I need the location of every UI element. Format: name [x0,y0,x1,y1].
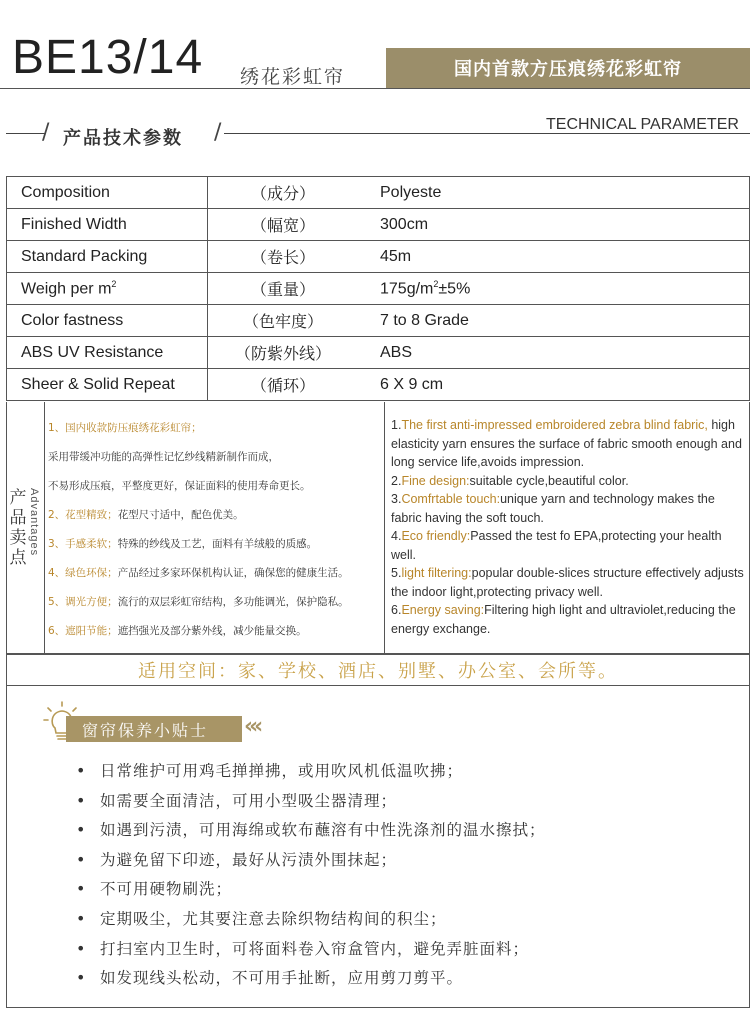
list-item [48,418,384,447]
adv-cn-head: 2、花型精致； [48,509,118,521]
list-item: • 不可用硬物刷洗； [76,874,546,904]
list-item [48,447,384,476]
adv-en-head: light filtering: [401,566,472,580]
param-value: ABS [358,337,750,369]
param-value-text: 175g/m [380,280,434,298]
param-cn: （成分） [208,177,359,209]
list-item [48,534,384,563]
advantages-divider-left [44,402,45,654]
adv-en-body: popular double-slices structure effectively adjusts the indoor light,protecting privacy well. [391,566,744,599]
headline-banner: 国内首款方压痕绣花彩虹帘 [386,48,750,88]
list-item: • 如需要全面清洁，可用小型吸尘器清理； [76,786,546,816]
adv-cn-body: 采用带缓冲功能的高弹性记忆纱线精新制作而成， [48,451,279,463]
adv-en-num: 3. [391,492,402,506]
param-value: 300cm [358,209,750,241]
product-subtitle: 绣花彩虹帘 [240,66,346,88]
list-item [48,505,384,534]
list-item [48,563,384,592]
param-cn: （色牢度） [208,305,359,337]
adv-en-num: 4. [391,529,402,543]
list-item: • 打扫室内卫生时，可将面料卷入帘盒管内，避免弄脏面料； [76,934,546,964]
table-row [7,209,750,241]
adv-en-head: Fine design: [401,473,470,488]
param-cn: （防紫外线） [208,337,359,369]
list-item: • 定期吸尘，尤其要注意去除织物结构间的积尘； [76,904,546,934]
adv-cn-head: 6、遮阳节能； [48,625,118,637]
table-row [7,305,750,337]
list-item [391,564,747,601]
param-value [358,273,750,305]
section-title-en: TECHNICAL PARAMETER [546,116,739,133]
param-value: Polyeste [358,177,750,209]
tips-title: 窗帘保养小贴士 [66,716,242,742]
chevrons-left-icon: ‹‹‹ [244,714,260,739]
table-row [7,241,750,273]
advantages-cn-list [48,418,384,650]
param-value: 7 to 8 Grade [358,305,750,337]
adv-cn-body: 不易形成压痕，平整度更好，保证面料的使用寿命更长。 [48,480,311,492]
param-cn: （循环） [208,369,359,401]
adv-en-body: unique yarn and technology makes the fabric having the soft touch. [391,492,715,525]
param-name-text: Weigh per m [21,280,112,298]
adv-cn-body: 遮挡强光及部分紫外线，减少能量交换。 [117,625,307,637]
list-item [48,621,384,650]
adv-en-body: Passed the test fo EPA,protecting your health well. [391,529,722,562]
adv-en-num: 1. [391,418,402,432]
adv-cn-head: 3、手感柔软； [48,538,118,550]
adv-cn-head: 1、国内收款防压痕绣花彩虹帘； [48,422,202,434]
tips-list [76,756,546,993]
param-name: Sheer & Solid Repeat [7,369,208,401]
adv-en-num: 6. [391,603,402,617]
section-slash-left: / [42,120,50,145]
param-cn: （重量） [208,273,359,305]
model-number: BE13/14 [12,31,204,84]
param-value: 6 X 9 cm [358,369,750,401]
param-name: Color fastness [7,305,208,337]
list-item [48,592,384,621]
table-row [7,337,750,369]
param-value-sup: 2 [433,278,439,289]
param-value-tail: ±5% [438,280,471,298]
list-item: • 如发现线头松动，不可用手扯断，应用剪刀剪平。 [76,963,546,993]
list-item: • 如遇到污渍，可用海绵或软布蘸溶有中性洗涤剂的温水擦拭； [76,815,546,845]
param-cn: （幅宽） [208,209,359,241]
table-row [7,273,750,305]
adv-en-head: Eco friendly: [401,529,471,543]
param-name [7,273,208,305]
table-row [7,369,750,401]
header-divider [0,88,750,89]
param-value: 45m [358,241,750,273]
param-name: Standard Packing [7,241,208,273]
list-item [391,472,747,491]
list-item [391,416,747,472]
adv-en-head: The first anti-impressed embroidered zebra blind fabric, [401,418,708,432]
adv-cn-body: 特殊的纱线及工艺，面料有羊绒般的质感。 [117,538,318,550]
section-title: 产品技术参数 [63,128,183,149]
table-row [7,177,750,209]
section-rule-left [6,133,46,134]
list-item [391,601,747,638]
list-item [391,527,747,564]
param-cn: （卷长） [208,241,359,273]
adv-en-body: Filtering high light and ultraviolet,reducing the energy exchange. [391,603,736,636]
advantages-label-en-wrap [28,488,42,578]
adv-en-head: Energy saving: [401,603,485,617]
adv-en-body: suitable cycle,beautiful color. [469,473,629,488]
advantages-label-cn: 产品卖点 [9,488,27,568]
usage-scope: 适用空间：家、学校、酒店、别墅、办公室、会所等。 [6,654,750,686]
list-item [391,490,747,527]
param-name-sup: 2 [111,278,117,289]
adv-en-body: high elasticity yarn ensures the surface of fabric smooth enough and long service life,avoids impression. [391,418,742,469]
list-item: • 日常维护可用鸡毛掸掸拂，或用吹风机低温吹拂； [76,756,546,786]
advantages-divider-right [384,402,385,654]
adv-cn-head: 4、绿色环保； [48,567,118,579]
adv-cn-body: 花型尺寸适中，配色优美。 [117,509,244,521]
list-item: • 为避免留下印迹，最好从污渍外围抹起； [76,845,546,875]
adv-en-num: 5. [391,566,402,580]
param-name: Composition [7,177,208,209]
param-name: Finished Width [7,209,208,241]
parameter-table [6,176,750,401]
param-name: ABS UV Resistance [7,337,208,369]
adv-en-head: Comfrtable touch: [401,492,501,506]
advantages-label-en: Advantages [28,488,40,557]
adv-cn-body: 产品经过多家环保机构认证，确保您的健康生活。 [117,567,349,579]
advantages-en-list [391,416,747,638]
adv-cn-body: 流行的双层彩虹帘结构，多功能调光，保护隐私。 [117,596,349,608]
list-item [48,476,384,505]
adv-en-num: 2. [391,473,402,488]
adv-cn-head: 5、调光方便； [48,596,118,608]
section-slash-right: / [214,120,222,145]
